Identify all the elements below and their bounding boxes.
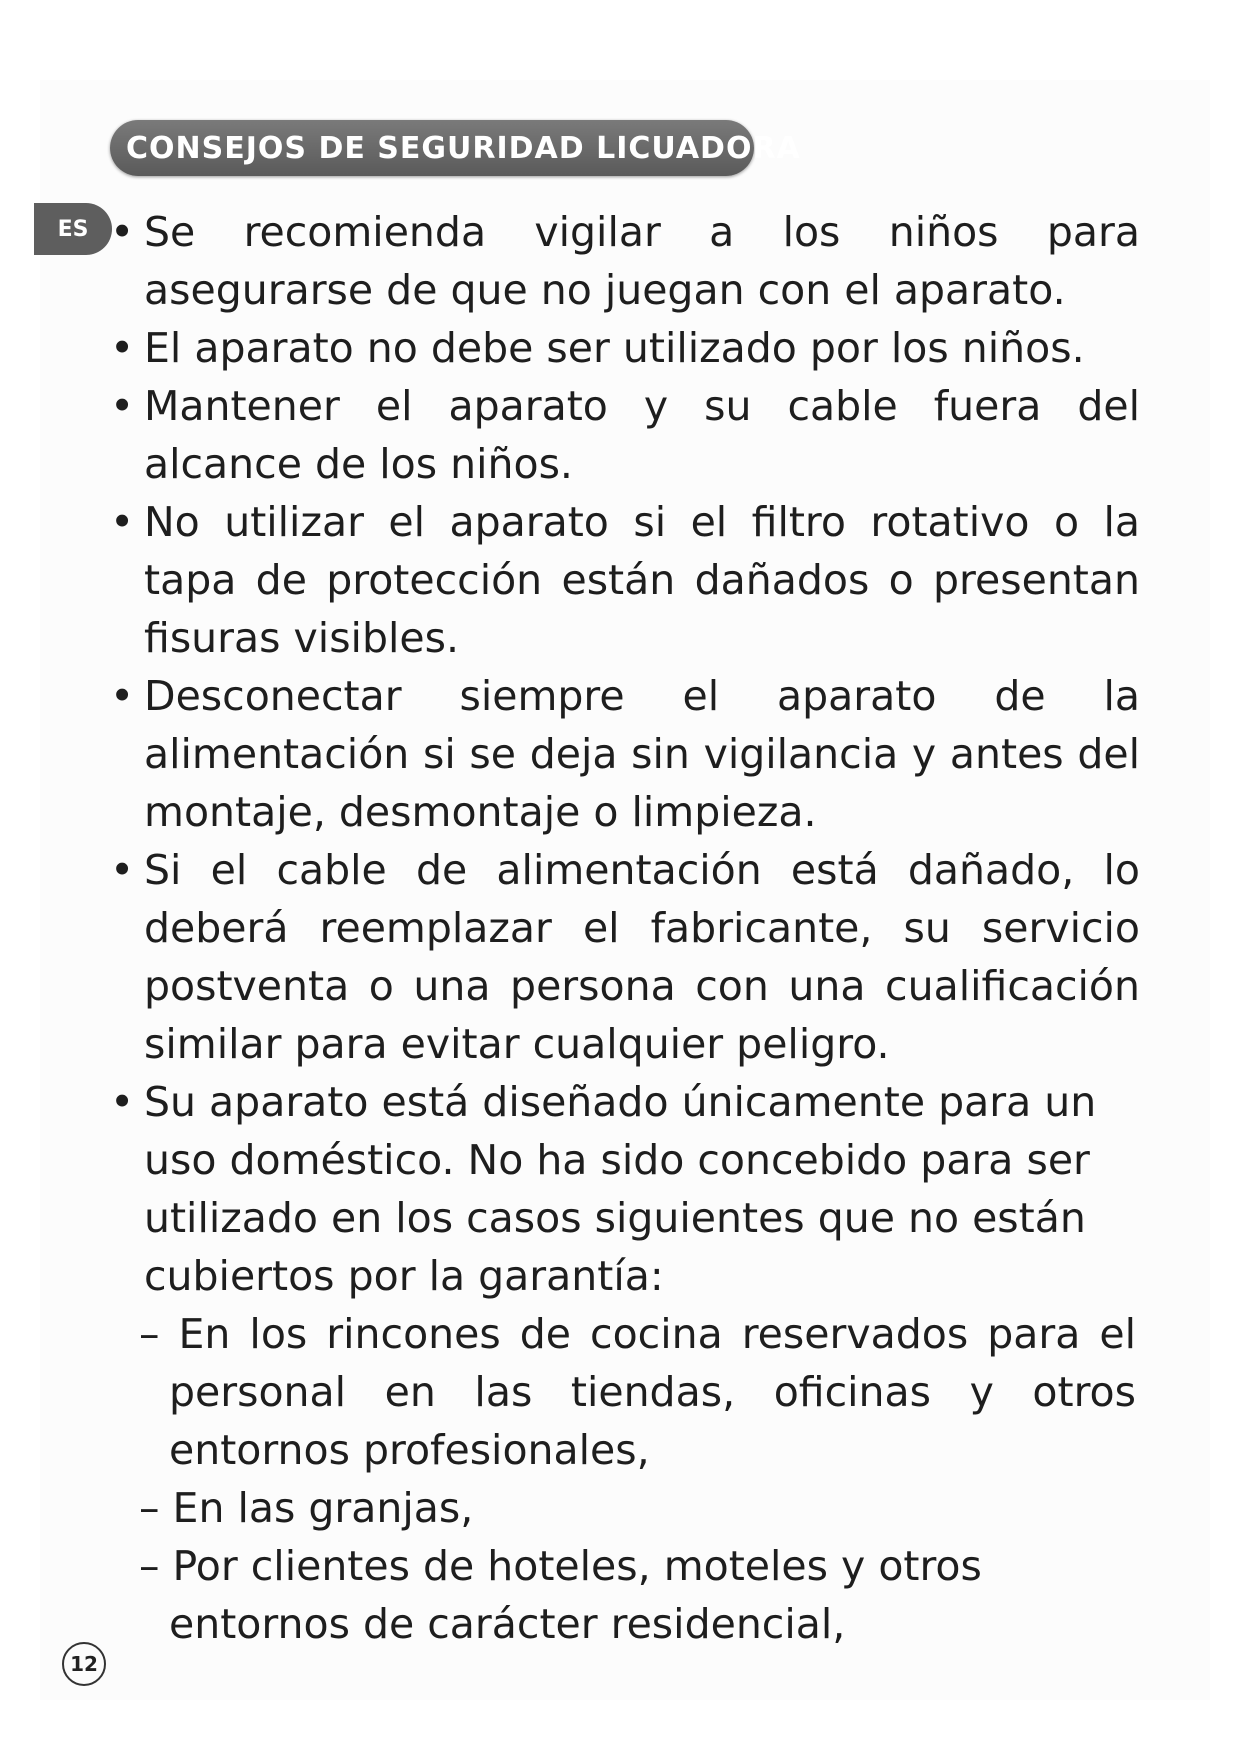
- section-title: CONSEJOS DE SEGURIDAD LICUADORA: [126, 130, 801, 166]
- bullet-icon: •: [110, 324, 135, 372]
- bullet-icon: •: [110, 846, 135, 894]
- bullet-item: [110, 667, 1140, 841]
- bullet-item: [110, 203, 1140, 319]
- bullet-icon: •: [110, 672, 135, 720]
- bullet-icon: •: [110, 498, 135, 546]
- bullet-icon: •: [110, 208, 135, 256]
- bullet-text: Si el cable de alimentación está dañado, lo deberá reemplazar el fabricante, su servicio postventa o una persona con una cualificación similar para evitar cualquier peligro.: [144, 846, 1140, 1068]
- bullet-text: Se recomienda vigilar a los niños para asegurarse de que no juegan con el aparato.: [144, 208, 1140, 314]
- bullet-item: [110, 493, 1140, 667]
- bullet-item: [110, 841, 1140, 1073]
- bullet-icon: •: [110, 382, 135, 430]
- bullet-text: El aparato no debe ser utilizado por los niños.: [144, 324, 1085, 372]
- bullet-text: Desconectar siempre el aparato de la alimentación si se deja sin vigilancia y antes del montaje, desmontaje o limpieza.: [144, 672, 1140, 836]
- bullet-text: No utilizar el aparato si el filtro rotativo o la tapa de protección están dañados o presentan fisuras visibles.: [144, 498, 1140, 662]
- page-number-badge: [62, 1642, 106, 1686]
- bullet-item: [110, 377, 1140, 493]
- section-header: [110, 120, 801, 176]
- exclusion-item: – En los rincones de cocina reservados para el personal en las tiendas, oficinas y otros entornos profesionales,: [139, 1310, 1136, 1474]
- language-label: ES: [57, 216, 89, 242]
- safety-instructions: [110, 203, 1140, 1653]
- bullet-text: Su aparato está diseñado únicamente para un uso doméstico. No ha sido concebido para ser utilizado en los casos siguientes que no están cubiertos por la garantía:: [144, 1078, 1097, 1300]
- bullet-item: [110, 1073, 1140, 1305]
- exclusion-list: [106, 1305, 1136, 1653]
- page-number: 12: [70, 1652, 98, 1676]
- exclusion-item: – Por clientes de hoteles, moteles y otros entornos de carácter residencial,: [139, 1542, 982, 1648]
- language-tab: [34, 203, 112, 255]
- exclusion-item: – En las granjas,: [139, 1484, 474, 1532]
- bullet-item: [110, 319, 1140, 377]
- bullet-icon: •: [110, 1078, 135, 1126]
- bullet-text: Mantener el aparato y su cable fuera del alcance de los niños.: [144, 382, 1140, 488]
